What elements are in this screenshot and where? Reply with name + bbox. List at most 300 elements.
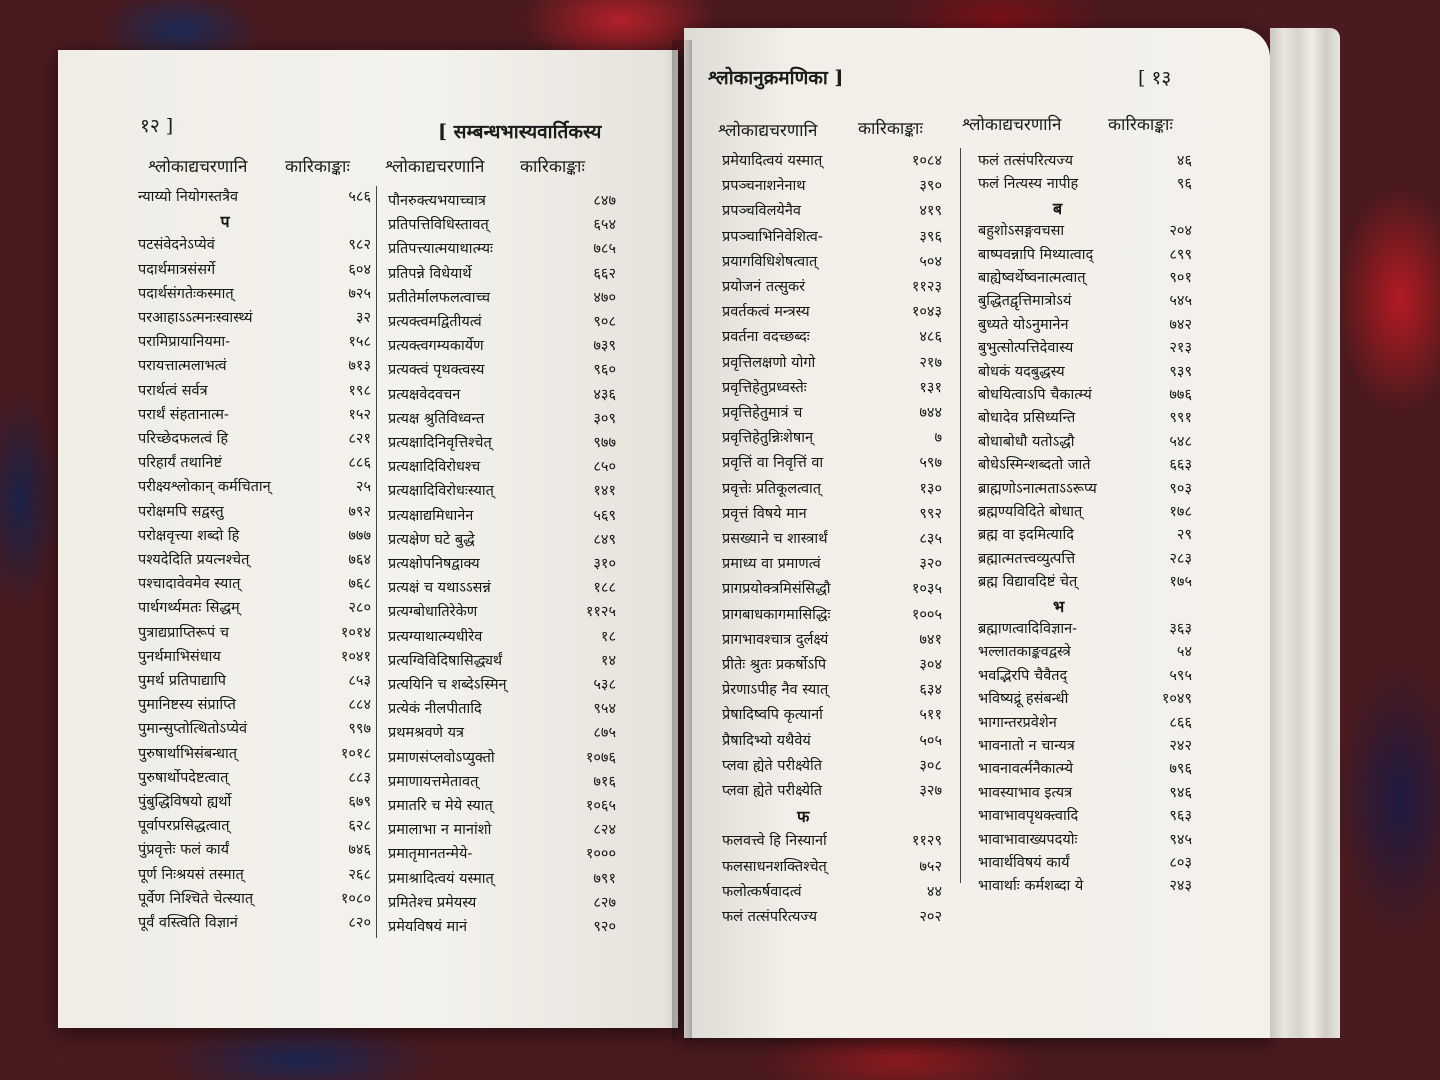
index-entry-row (138, 404, 371, 428)
index-entry-row (722, 730, 942, 754)
karika-number: ३९० (919, 178, 942, 195)
karika-number: १००० (585, 846, 616, 863)
karika-number: ५०४ (919, 253, 942, 270)
verse-opening: बुध्यते योऽनुमानेन (978, 316, 1069, 333)
karika-number: ५३८ (593, 677, 616, 693)
index-entry-row (138, 888, 371, 912)
karika-number: ४६ (1176, 153, 1192, 169)
index-entry-row (722, 301, 942, 325)
verse-opening: प्रमालाभा न मानांशो (388, 822, 492, 839)
verse-opening: प्लवा ह्येते परीक्ष्येति (722, 757, 823, 774)
verse-opening: बुभुत्सोत्पत्तिदेवास्य (978, 340, 1074, 357)
index-entry-row (388, 432, 616, 456)
karika-number: १०४९ (1161, 691, 1192, 708)
karika-number: ९३९ (1169, 363, 1192, 380)
karika-number: ५११ (919, 707, 942, 724)
verse-opening: फलसाधनशक्तिश्चेत् (722, 858, 827, 875)
karika-number: ८२० (348, 915, 371, 931)
verse-opening: पश्यदेदिति प्रयत्नश्चेत् (138, 552, 250, 568)
karika-number: ९०८ (593, 314, 616, 330)
karika-number: २५ (355, 479, 371, 496)
karika-number: ३१० (593, 556, 616, 572)
karika-number: ८९९ (1169, 246, 1192, 263)
karika-number: १८ (600, 628, 616, 645)
verse-opening: प्रागप्रयोक्त्रमिसंसिद्धौ (722, 581, 831, 598)
verse-opening: प्रतिपन्ने विधेयार्थे (388, 265, 472, 282)
index-entry-row (388, 819, 616, 843)
verse-opening: पुमानिष्टस्य संप्राप्ति (138, 697, 236, 714)
index-entry-row (722, 276, 942, 300)
karika-number: ११२५ (585, 604, 616, 621)
index-entry-row (978, 688, 1192, 712)
index-entry-row (978, 665, 1192, 689)
index-entry-row (722, 478, 942, 502)
verse-opening: भावनातो न चान्यत्र (978, 738, 1075, 754)
verse-opening: भावस्याभाव इत्यत्र (978, 784, 1073, 801)
karika-number: १०६५ (585, 798, 616, 814)
verse-opening: प्रतिपत्त्यात्मयाथात्म्यः (388, 241, 493, 258)
karika-number: ६६२ (593, 265, 616, 282)
verse-opening: भविष्यद्रूं हसंबन्धी (978, 691, 1069, 708)
karika-number: २१३ (1169, 340, 1192, 357)
verse-opening: प्रत्यक्त्वं पृथक्त्वस्य (388, 362, 485, 379)
left-running-title: [ सम्बन्धभास्यवार्तिकस्य (438, 121, 602, 143)
index-entry-row (138, 331, 371, 355)
karika-number: ९९७ (348, 721, 371, 738)
verse-opening: प्रसख्याने च शास्त्रार्थं (722, 531, 828, 547)
verse-opening: परार्थं संहतानात्म- (138, 406, 229, 423)
verse-opening: प्रत्यग्विविदिषासिद्ध्यर्थं (388, 652, 503, 669)
karika-number: २८० (348, 600, 371, 617)
karika-number: ९८२ (348, 237, 371, 254)
karika-number: २०४ (1169, 223, 1192, 240)
index-entry-row (978, 314, 1192, 338)
index-entry-row (138, 234, 371, 258)
verse-opening: प्रवृत्तं विषये मान (722, 505, 807, 522)
verse-opening: फलं नित्यस्य नापीह (978, 176, 1079, 193)
left-col1-header-karika: कारिकाङ्काः (285, 157, 350, 177)
index-entry-row (978, 290, 1192, 314)
karika-number: १०१८ (340, 745, 371, 762)
verse-opening: पौनरुक्त्यभयाच्चात्र (388, 193, 486, 209)
index-entry-row (138, 670, 371, 694)
book-gutter (672, 40, 692, 1040)
karika-number: ७६८ (348, 576, 371, 593)
index-entry-row (978, 501, 1192, 525)
index-entry-row (138, 839, 371, 863)
karika-number: ८२४ (593, 822, 616, 839)
verse-opening: प्रयोजनं तत्सुकरं (722, 279, 806, 295)
index-entry-row (388, 795, 616, 819)
verse-opening: प्रमेयादित्वयं यस्मात् (722, 153, 823, 169)
index-entry-row (388, 408, 616, 432)
karika-number: ९६३ (1169, 808, 1192, 825)
index-entry-row (722, 402, 942, 426)
karika-number: १९८ (348, 382, 371, 399)
verse-opening: परोक्षवृत्त्या शब्दो हि (138, 527, 240, 544)
index-entry-row (138, 573, 371, 597)
karika-number: ५९७ (919, 455, 942, 472)
verse-opening: प्रतिपत्तिविधिस्तावत् (388, 217, 489, 234)
karika-number: ४३६ (593, 386, 616, 403)
karika-number: २१७ (919, 354, 942, 371)
index-entry-row (978, 478, 1192, 502)
karika-number: १०८० (340, 890, 371, 907)
karika-number: १३० (919, 480, 942, 497)
right-col2-header-verse: श्लोकाद्यचरणानि (962, 115, 1062, 135)
karika-number: ४८६ (919, 329, 942, 346)
index-entry-row (388, 311, 616, 335)
karika-number: ७६४ (348, 552, 371, 568)
verse-opening: प्रमाध्य वा प्रमाणत्वं (722, 556, 821, 573)
verse-opening: प्रागबाधकागमासिद्धिः (722, 606, 831, 623)
index-entry-row (722, 528, 942, 552)
karika-number: २९ (1176, 527, 1192, 544)
index-entry-row (722, 150, 942, 174)
verse-opening: पश्चादावेवमेव स्यात् (138, 576, 241, 593)
karika-number: ७३९ (593, 338, 616, 355)
verse-opening: प्रत्यग्याथात्म्यधीरेव (388, 628, 483, 645)
verse-opening: भावार्थविषयं कार्यं (978, 855, 1070, 871)
verse-opening: प्रपञ्चविलयेनैव (722, 203, 801, 220)
karika-number: ४४ (926, 883, 942, 900)
index-entry-row (978, 782, 1192, 806)
verse-opening: बाह्येष्वर्थेष्वनात्मत्वात् (978, 270, 1086, 286)
verse-opening: प्रमाश्रादित्वयं यस्मात् (388, 870, 494, 887)
verse-opening: बाष्पवन्नापि मिथ्यात्वाद् (978, 246, 1094, 263)
index-entry-row (978, 337, 1192, 361)
index-entry-row (138, 549, 371, 573)
index-entry-row (722, 906, 942, 930)
karika-number: ७८५ (593, 241, 616, 258)
index-entry-row (138, 186, 371, 210)
index-entry-row (388, 287, 616, 311)
index-entry-row (978, 758, 1192, 782)
karika-number: १०७६ (585, 749, 616, 766)
index-entry-row (388, 456, 616, 480)
index-entry-row (388, 505, 616, 529)
karika-number: ५०५ (919, 732, 942, 749)
karika-number: १०४३ (911, 304, 942, 321)
index-entry-row (722, 452, 942, 476)
index-entry-row (388, 843, 616, 867)
verse-opening: बोधाबोधौ यतोऽद्धौ (978, 433, 1075, 450)
karika-number: १५८ (348, 334, 371, 351)
verse-opening: प्रत्यक्त्वगम्यकार्येण (388, 338, 484, 355)
right-col2-header-karika: कारिकाङ्काः (1108, 115, 1173, 135)
karika-number: १०८४ (911, 153, 942, 169)
karika-number: ३९६ (919, 228, 942, 245)
verse-opening: परिच्छेदफलत्वं हि (138, 431, 229, 447)
index-entry-row (388, 650, 616, 674)
index-entry-row (978, 454, 1192, 478)
index-entry-row (722, 881, 942, 905)
index-entry-row (388, 577, 616, 601)
karika-number: ५६९ (593, 507, 616, 524)
index-entry-row (138, 259, 371, 283)
index-entry-row (388, 238, 616, 262)
index-entry-row (722, 503, 942, 527)
index-entry-row (722, 553, 942, 577)
karika-number: ८२७ (593, 894, 616, 911)
verse-opening: प्रमितेश्च प्रमेयस्य (388, 894, 477, 911)
index-entry-row (722, 780, 942, 804)
karika-number: ९९२ (919, 505, 942, 522)
karika-number: ८७५ (593, 725, 616, 742)
karika-number: ३०४ (919, 657, 942, 673)
karika-number: ७५२ (919, 858, 942, 875)
karika-number: ९४६ (1169, 784, 1192, 801)
verse-opening: पुनर्थमाभिसंधाय (138, 648, 221, 665)
karika-number: ६०४ (348, 261, 371, 278)
index-entry-row (722, 226, 942, 250)
verse-opening: भागान्तरप्रवेशेन (978, 714, 1057, 731)
right-running-title: श्लोकानुक्रमणिका ] (708, 67, 844, 89)
verse-opening: पदार्थमात्रसंसर्गे (138, 261, 216, 278)
index-entry-row (978, 641, 1192, 665)
index-entry-row (388, 384, 616, 408)
index-entry-row (138, 791, 371, 815)
karika-number: ७९६ (1169, 761, 1192, 778)
verse-opening: प्रमाणसंप्लवोऽप्युक्तो (388, 749, 495, 766)
index-entry-row (978, 852, 1192, 876)
karika-number: ९७७ (593, 435, 616, 451)
index-entry-row (388, 674, 616, 698)
verse-opening: प्रेषादिष्वपि कृत्यार्ना (722, 707, 823, 724)
verse-opening: बोधेऽस्मिन्शब्दतो जाते (978, 457, 1091, 474)
verse-opening: प्रत्यक्षादिविरोधश्च (388, 459, 481, 476)
verse-opening: प्रत्यक्षं च यथाऽऽसन्नं (388, 580, 491, 597)
index-entry-row (722, 679, 942, 703)
index-entry-row (978, 829, 1192, 853)
index-entry-row (978, 875, 1192, 899)
index-entry-row (722, 604, 942, 628)
verse-opening: पूर्वं वस्त्विति विज्ञानं (138, 915, 238, 931)
karika-number: १७५ (1169, 574, 1192, 591)
verse-opening: प्रत्यग्बोधातिरेकेण (388, 604, 478, 621)
karika-number: ९०३ (1169, 480, 1192, 497)
verse-opening: प्रैषादिभ्यो यथैवेयं (722, 732, 811, 749)
verse-opening: ब्रह्मण्यविदिते बोधात् (978, 504, 1083, 520)
verse-opening: परार्थत्वं सर्वत्र (138, 382, 208, 399)
verse-opening: फलवत्त्वे हि निस्यार्ना (722, 833, 827, 850)
verse-opening: भल्लातकाङ्कवद्वस्त्रे (978, 644, 1071, 661)
verse-opening: प्रत्यक्षवेदवचन (388, 386, 461, 403)
verse-opening: प्रवृत्तिहेतुन्निःशेषान् (722, 430, 814, 447)
karika-number: ७४४ (919, 405, 942, 421)
verse-opening: प्रमाणायत्तमेतावत् (388, 773, 479, 790)
index-entry-row (138, 428, 371, 452)
karika-number: १४१ (593, 483, 616, 500)
verse-opening: पुत्राद्यप्राप्तिरूपं च (138, 624, 229, 641)
index-entry-row (388, 529, 616, 553)
karika-number: ८६६ (1169, 714, 1192, 731)
verse-opening: प्रवर्तना वदच्छब्दः (722, 329, 810, 346)
karika-number: ८३५ (919, 531, 942, 547)
left-page-number: १२ ] (140, 115, 174, 137)
verse-opening: परआहाऽऽत्मनःस्वास्थ्यं (138, 310, 253, 326)
verse-opening: प्रेरणाऽपीह नैव स्यात् (722, 682, 829, 699)
verse-opening: पुरुषार्थाभिसंबन्धात् (138, 745, 238, 762)
left-col2-header-verse: श्लोकाद्यचरणानि (385, 157, 485, 177)
index-entry-row (722, 326, 942, 350)
karika-number: १४ (600, 652, 616, 669)
karika-number: ८०३ (1169, 855, 1192, 871)
index-entry-row (388, 771, 616, 795)
index-entry-row (388, 601, 616, 625)
index-entry-row (138, 767, 371, 791)
index-entry-row (978, 173, 1192, 197)
index-entry-row (138, 622, 371, 646)
index-entry-row (388, 214, 616, 238)
karika-number: ३२ (355, 310, 371, 326)
left-col1-header-verse: श्लोकाद्यचरणानि (148, 157, 248, 177)
index-entry-row (722, 856, 942, 880)
verse-opening: पूर्वापरप्रसिद्धत्वात् (138, 818, 230, 835)
index-entry-row (138, 646, 371, 670)
verse-opening: प्रयागविधिशेषत्वात् (722, 253, 818, 270)
index-entry-row (138, 476, 371, 500)
karika-number: ६७९ (348, 794, 371, 810)
karika-number: ८२१ (348, 431, 371, 447)
karika-number: ७७६ (1169, 387, 1192, 403)
karika-number: ६३४ (919, 682, 942, 699)
index-entry-row (978, 618, 1192, 642)
karika-number: २४२ (1169, 738, 1192, 754)
karika-number: ७१६ (593, 773, 616, 790)
verse-opening: प्रत्यक्ष श्रुतिविध्वन्त (388, 410, 485, 427)
index-entry-row (388, 335, 616, 359)
verse-opening: प्रमेयविषयं मानं (388, 919, 468, 935)
left-column-divider (376, 186, 377, 938)
index-entry-row (138, 452, 371, 476)
verse-opening: भवद्भिरपि चैवैतद् (978, 667, 1068, 684)
verse-opening: बोधकं यदबुद्धस्य (978, 363, 1065, 380)
verse-opening: प्रागभावश्चात्र दुर्लक्ष्यं (722, 631, 829, 648)
karika-number: ९५४ (593, 701, 616, 718)
index-entry-row (138, 307, 371, 331)
karika-number: ९२० (593, 919, 616, 935)
karika-number: १००५ (911, 606, 942, 623)
index-entry-row (722, 200, 942, 224)
karika-number: १०३५ (911, 581, 942, 598)
index-entry-row (978, 384, 1192, 408)
index-entry-row (138, 815, 371, 839)
index-entry-row (388, 480, 616, 504)
index-entry-row (388, 626, 616, 650)
index-entry-row (722, 654, 942, 678)
verse-opening: प्रतीतेर्मालफलत्वाच्च (388, 289, 491, 306)
verse-opening: प्रत्यक्त्वमद्वितीयत्वं (388, 314, 482, 330)
index-entry-row (978, 150, 1192, 174)
verse-opening: पटसंवेदनेऽप्येवं (138, 237, 215, 254)
karika-number: ८८३ (348, 769, 371, 786)
verse-opening: ब्रह्माणत्वादिविज्ञान- (978, 621, 1078, 637)
index-entry-row (138, 694, 371, 718)
verse-opening: प्रवृत्तिं वा निवृत्तिं वा (722, 455, 824, 472)
verse-opening: पुरुषार्थोपदेष्टत्वात् (138, 769, 229, 786)
karika-number: ८५० (593, 459, 616, 476)
karika-number: ५४ (1176, 644, 1192, 661)
index-entry-row (388, 916, 616, 940)
verse-opening: भावार्थाः कर्मशब्दा ये (978, 878, 1084, 895)
verse-opening: भावाभावाख्यपदयोः (978, 831, 1078, 848)
verse-opening: परायत्तात्मलाभत्वं (138, 358, 227, 375)
karika-number: २०२ (919, 909, 942, 925)
index-entry-row (978, 805, 1192, 829)
verse-opening: परामिप्रायानियमा- (138, 334, 231, 351)
karika-number: ४१९ (919, 203, 942, 220)
verse-opening: परीक्ष्यश्लोकान् कर्मचितान् (138, 479, 271, 496)
index-entry-row (722, 377, 942, 401)
karika-number: १८८ (593, 580, 616, 597)
verse-opening: प्रत्येकं नीलपीतादि (388, 701, 482, 718)
verse-opening: ब्रह्मात्मतत्त्वव्युत्पत्ति (978, 550, 1076, 567)
index-entry-row (978, 735, 1192, 759)
karika-number: ५९५ (1169, 667, 1192, 684)
index-entry-row (138, 743, 371, 767)
karika-number: ७४२ (1169, 316, 1192, 333)
index-entry-row (722, 427, 942, 451)
index-entry-row (722, 704, 942, 728)
karika-number: ६६३ (1169, 457, 1192, 474)
index-entry-row (388, 359, 616, 383)
index-entry-row (722, 251, 942, 275)
index-entry-row (978, 712, 1192, 736)
karika-number: ५४५ (1169, 293, 1192, 310)
verse-opening: प्रत्यक्षोपनिषद्वाक्य (388, 556, 480, 572)
karika-number: ९०१ (1169, 270, 1192, 286)
index-entry-row (138, 597, 371, 621)
verse-opening: पुंप्रवृत्तेः फलं कार्यं (138, 842, 230, 859)
karika-number: ११२९ (911, 833, 942, 850)
verse-opening: प्लवा ह्येते परीक्ष्येति (722, 783, 823, 799)
index-entry-row (388, 722, 616, 746)
karika-number: ५४८ (1169, 433, 1192, 450)
verse-opening: प्रत्यक्षादिविरोधःस्यात् (388, 483, 494, 500)
index-entry-row (388, 190, 616, 214)
karika-number: ८५३ (348, 673, 371, 689)
karika-number: ७१३ (348, 358, 371, 375)
verse-opening: न्याय्यो नियोगस्तत्रैव (138, 189, 239, 205)
verse-opening: पदार्थसंगतेःकस्मात् (138, 285, 234, 302)
index-entry-row (978, 244, 1192, 268)
index-entry-row (388, 892, 616, 916)
karika-number: ११२३ (911, 279, 942, 295)
verse-opening: प्रवर्तकत्वं मन्त्रस्य (722, 304, 810, 321)
karika-number: २८३ (1169, 550, 1192, 567)
verse-opening: प्रवृत्तेः प्रतिकूलत्वात् (722, 480, 822, 497)
karika-number: ९४५ (1169, 831, 1192, 848)
index-entry-row (388, 263, 616, 287)
index-entry-row (388, 698, 616, 722)
karika-number: १५२ (348, 406, 371, 423)
verse-opening: प्रत्ययिनि च शब्देऽस्मिन् (388, 677, 507, 693)
verse-opening: फलं तत्संपरित्यज्य (978, 153, 1074, 169)
index-entry-row (138, 283, 371, 307)
section-letter: फ (797, 807, 810, 827)
verse-opening: परोक्षमपि सद्वस्तु (138, 503, 224, 520)
index-entry-row (978, 431, 1192, 455)
index-entry-row (138, 525, 371, 549)
verse-opening: भावाभावपृथक्त्वादि (978, 808, 1079, 825)
section-letter: ब (1053, 198, 1063, 218)
index-entry-row (722, 830, 942, 854)
verse-opening: बोधादेव प्रसिध्यन्ति (978, 410, 1076, 427)
karika-number: ८४७ (593, 193, 616, 209)
karika-number: ७७७ (348, 527, 371, 544)
index-entry-row (722, 175, 942, 199)
